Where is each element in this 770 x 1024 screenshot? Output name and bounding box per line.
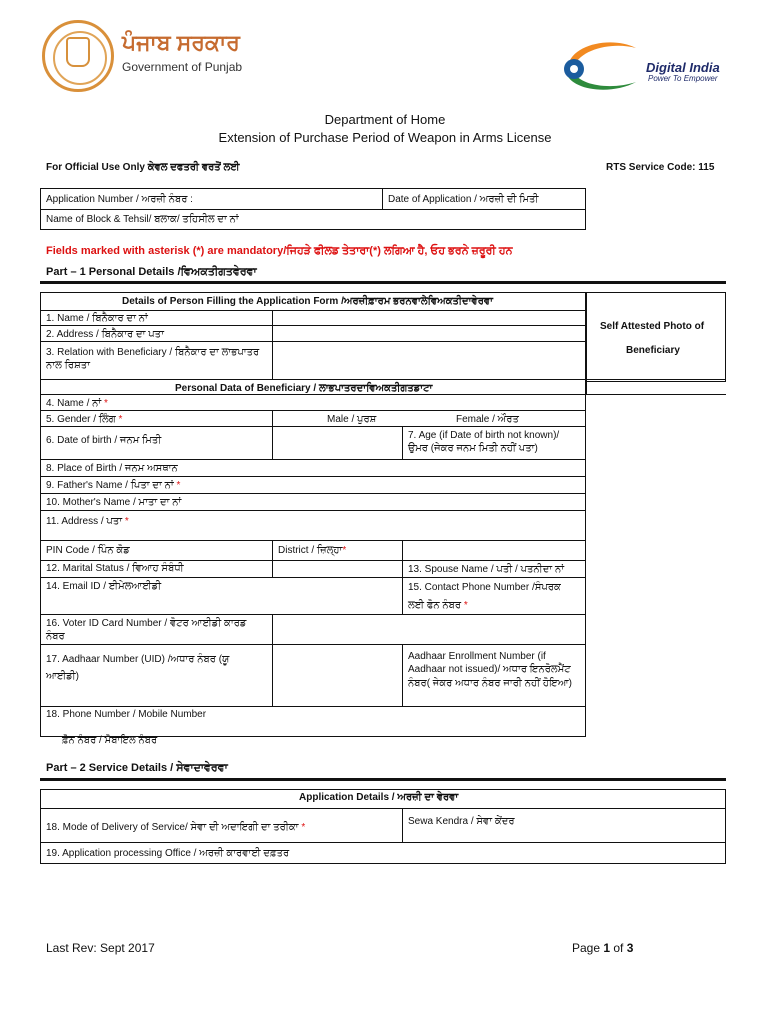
gender-female-option[interactable]: Female / ਔਰਤ [456,414,519,425]
digital-india-logo-icon [556,36,644,94]
footer-last-rev: Last Rev: Sept 2017 [46,941,155,955]
official-use-label: For Official Use Only ਕੇਵਲ ਦਫਤਰੀ ਵਰਤੋਂ ਲਈ [46,162,240,173]
block-tehsil-field[interactable]: Name of Block & Tehsil/ ਬਲਾਕ/ ਤਹਿਸੀਲ ਦਾ ਨਾਂ [46,214,239,225]
field-17-aadhaar-cont: ਆਈਡੀ) [46,671,80,682]
department-title: Department of Home [324,112,446,127]
aadhaar-enrollment-field[interactable]: Aadhaar Enrollment Number (if [408,651,546,662]
field-9-father-name[interactable]: 9. Father's Name / ਪਿਤਾ ਦਾ ਨਾਂ * [46,480,181,491]
field-16-voter-id[interactable]: 16. Voter ID Card Number / ਵੋਟਰ ਆਈਡੀ ਕਾਰਡ [46,618,247,629]
footer-page-number: Page 1 of 3 [572,941,634,955]
field-18-mode-of-delivery[interactable]: 18. Mode of Delivery of Service/ ਸੇਵਾ ਦੀ ਅਦਾਇਗੀ ਦਾ ਤਰੀਕਾ * [46,822,306,833]
part1-rule [40,281,726,284]
form-title: Extension of Purchase Period of Weapon in Arms License [218,130,552,145]
field-4-name[interactable]: 4. Name / ਨਾਂ * [46,398,108,409]
aadhaar-enrollment-cont-1: Aadhaar not issued)/ ਅਧਾਰ ਇਨਰੋਲਮੈਂਟ [408,664,571,675]
details-person-heading: Details of Person Filling the Application Form /ਅਰਜ਼ੀਫ਼ਾਰਮ ਭਰਨਵਾਲੇਵਿਅਕਤੀਦਾਵੇਰਵਾ [122,296,494,307]
emblem-icon [66,37,90,67]
personal-data-heading: Personal Data of Beneficiary / ਲਾਭਪਾਤਰਦਾਵਿਅਕਤੀਗਤਡਾਟਾ [175,383,433,394]
field-13-spouse-name[interactable]: 13. Spouse Name / ਪਤੀ / ਪਤਨੀਦਾ ਨਾਂ [408,564,565,575]
field-16-voter-id-cont: ਨੰਬਰ [46,631,65,642]
sewa-kendra-option[interactable]: Sewa Kendra / ਸੇਵਾ ਕੇਂਦਰ [408,816,515,827]
district-field[interactable]: District / ਜ਼ਿਲ੍ਹਾ* [278,545,347,556]
field-17-aadhaar[interactable]: 17. Aadhaar Number (UID) /ਅਧਾਰ ਨੰਬਰ (ਯੂ [46,654,230,665]
application-number-field[interactable]: Application Number / ਅਰਜ਼ੀ ਨੰਬਰ : [46,194,193,205]
digital-india-tagline: Power To Empower [648,74,718,83]
field-12-marital-status[interactable]: 12. Marital Status / ਵਿਆਹ ਸੰਬੰਧੀ [46,563,184,574]
aadhaar-enrollment-cont-2: ਨੰਬਰ( ਜੇਕਰ ਅਧਾਰ ਨੰਬਰ ਜਾਰੀ ਨਹੀਂ ਹੋਇਆ) [408,678,572,689]
part2-heading: Part – 2 Service Details / ਸੇਵਾਦਾਵੇਰਵਾ [46,762,228,774]
field-6-dob[interactable]: 6. Date of birth / ਜਨਮ ਮਿਤੀ [46,435,162,446]
field-10-mother-name[interactable]: 10. Mother's Name / ਮਾਤਾ ਦਾ ਨਾਂ [46,497,182,508]
field-15-contact-phone[interactable]: 15. Contact Phone Number /ਸੰਪਰਕ [408,582,561,593]
field-11-address[interactable]: 11. Address / ਪਤਾ * [46,516,129,527]
field-18-phone[interactable]: 18. Phone Number / Mobile Number [46,709,207,720]
punjab-seal-logo [42,20,114,92]
gender-male-option[interactable]: Male / ਪੁਰਸ਼ [327,414,377,425]
rts-service-code: RTS Service Code: 115 [606,162,715,173]
photo-label-2: Beneficiary [626,345,680,356]
field-7-age-cont: ਉਮਰ (ਜੇਕਰ ਜਨਮ ਮਿਤੀ ਨਹੀਂ ਪਤਾ) [408,443,538,454]
application-details-heading: Application Details / ਅਰਜ਼ੀ ਦਾ ਵੇਰਵਾ [299,792,459,803]
field-15-contact-phone-cont: ਲਈ ਫੋਨ ਨੰਬਰ * [408,600,468,611]
part2-rule [40,778,726,781]
field-19-processing-office[interactable]: 19. Application processing Office / ਅਰਜ਼ੀ ਕਾਰਵਾਈ ਦਫ਼ਤਰ [46,848,290,859]
gov-title-english: Government of Punjab [122,60,243,74]
gov-title-punjabi: ਪੰਜਾਬ ਸਰਕਾਰ [122,30,240,55]
field-3-relation-cont: ਨਾਲ ਰਿਸ਼ਤਾ [46,360,90,371]
field-7-age[interactable]: 7. Age (if Date of birth not known)/ [408,430,560,441]
field-3-relation[interactable]: 3. Relation with Beneficiary / ਬਿਨੈਕਾਰ ਦਾ ਲਾਭਪਾਤਰ [46,347,260,358]
photo-label-1: Self Attested Photo of [600,321,705,332]
field-2-address[interactable]: 2. Address / ਬਿਨੈਕਾਰ ਦਾ ਪਤਾ [46,329,164,340]
field-18-phone-cont: ਫ਼ੋਨ ਨੰਬਰ / ਮੋਬਾਇਲ ਨੰਬਰ [62,735,158,746]
field-1-name[interactable]: 1. Name / ਬਿਨੈਕਾਰ ਦਾ ਨਾਂ [46,313,148,324]
field-5-gender[interactable]: 5. Gender / ਲਿੰਗ * [46,414,123,425]
photo-box[interactable] [586,292,726,382]
date-of-application-field[interactable]: Date of Application / ਅਰਜ਼ੀ ਦੀ ਮਿਤੀ [388,194,539,205]
pin-code-field[interactable]: PIN Code / ਪਿੰਨ ਕੋਡ [46,545,130,556]
field-8-place-of-birth[interactable]: 8. Place of Birth / ਜਨਮ ਅਸਥਾਨ [46,463,178,474]
part1-heading: Part – 1 Personal Details /ਵਿਅਕਤੀਗਤਵੇਰਵਾ [46,266,257,278]
mandatory-note: Fields marked with asterisk (*) are mandatory/ਜਿਹੜੇ ਫੀਲਡ ਤੇਤਾਰਾ(*) ਲਗਿਆ ਹੈ, ਓਹ ਭਰਨੇ ਜ਼ਰੂਰੀ ਹਨ [46,245,513,257]
digital-india-text: Digital India [646,60,720,75]
field-14-email[interactable]: 14. Email ID / ਈਮੇਲਆਈਡੀ [46,581,162,592]
